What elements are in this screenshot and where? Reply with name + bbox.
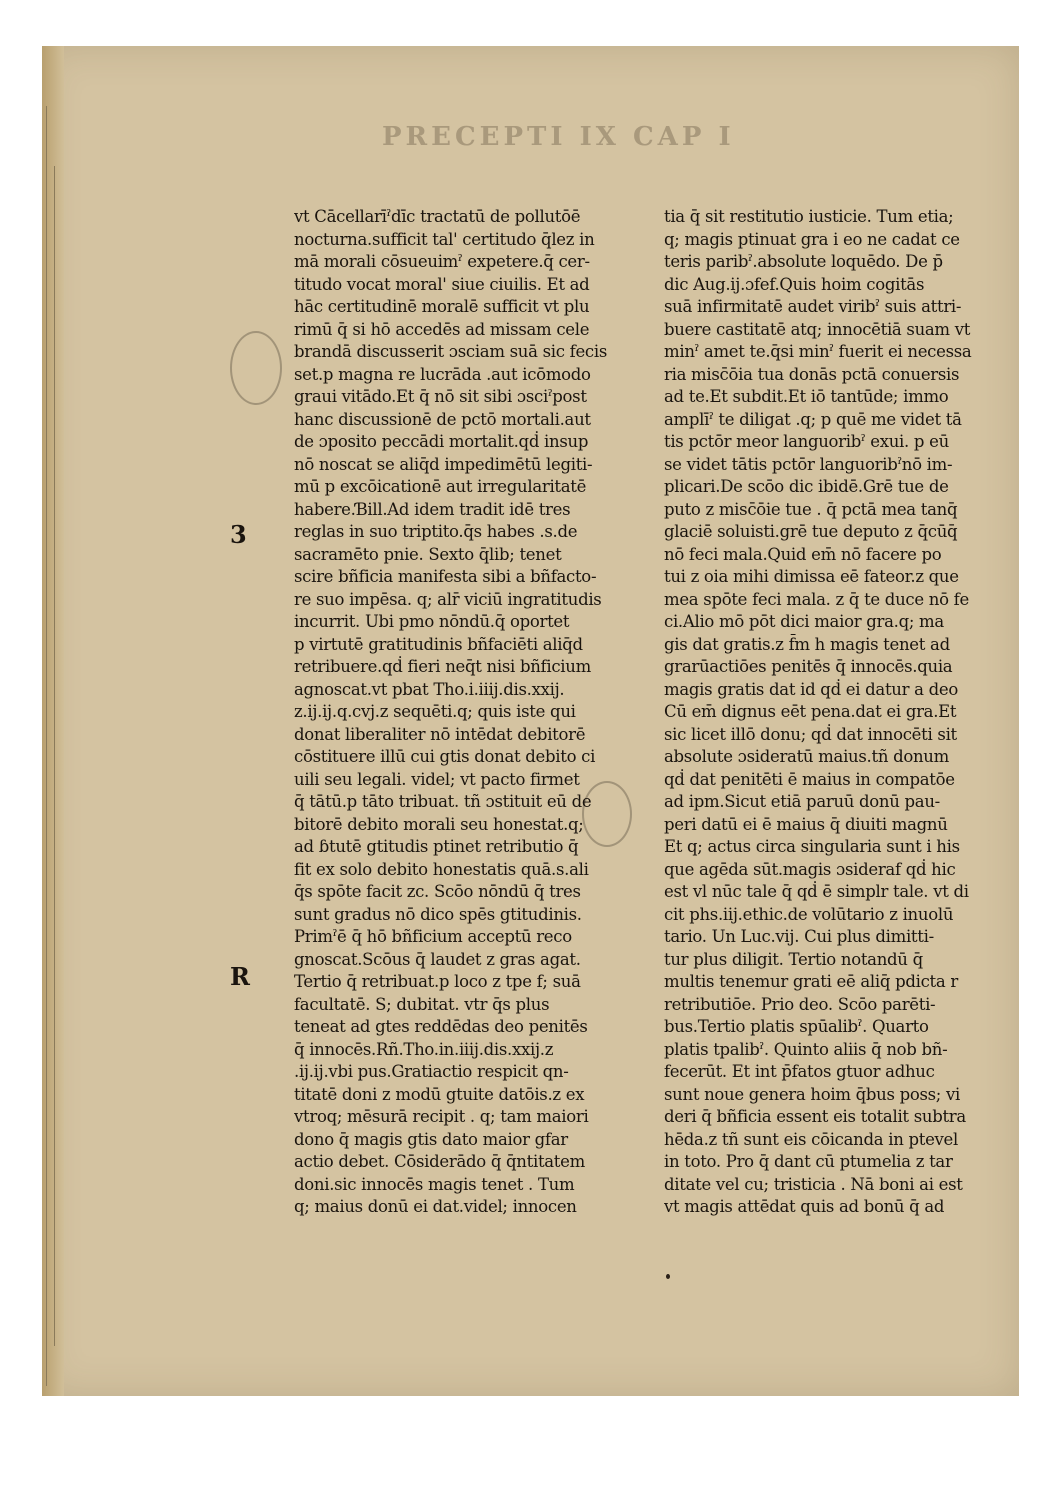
text-line: multis tenemur grati eē aliq̄ pdicta r (664, 972, 958, 991)
text-line: incurrit. Ubi pmo nōndū.q̄ oportet (294, 612, 570, 631)
text-column-left (294, 206, 640, 1219)
text-line: tur plus diligit. Tertio notandū q̄ (664, 949, 923, 969)
text-line: gnoscat.Scōus q̄ laudet z gras agat. (294, 949, 581, 969)
text-line: teneat ad gtes reddēdas deo penitēs (294, 1017, 588, 1036)
text-line: dono q̄ magis gtis dato maior gfar (294, 1129, 568, 1149)
text-line: fit ex solo debito honestatis quā.s.ali (294, 859, 589, 879)
text-line: retribuere.qḋ fieri neq̄t nisi bñficium (294, 657, 591, 676)
text-line: fecerūt. Et int p̄fatos gtuor adhuc (664, 1062, 935, 1081)
text-line: reglas in suo triptito.q̄s habes .s.de (294, 522, 578, 541)
text-line: dic Aug.ij.ɔfef.Quis hoim cogitās (664, 274, 925, 294)
text-line: p virtutē gratitudinis bñfaciēti aliq̄d (294, 634, 583, 654)
text-line: ad te.Et subdit.Et iō tantūde; immo (664, 387, 949, 406)
binding-rule (46, 106, 47, 1386)
text-line: rimū q̄ si hō accedēs ad missam cele (294, 319, 590, 339)
text-line: doni.sic innocēs magis tenet . Tum (294, 1174, 575, 1194)
text-line: z.ij.ij.q.cvj.z sequēti.q; quis iste qui (294, 702, 576, 721)
text-line: nō noscat se aliq̄d impedimētū legiti- (294, 454, 593, 474)
text-line: qḋ dat penitēti ē maius in compatōe (664, 769, 955, 789)
text-line: mū p excōicationē aut irregularitatē (294, 477, 587, 496)
text-line: ditate vel cu; tristicia . Nā boni ai est (664, 1174, 963, 1194)
text-line: vt Cācellarīˀdīc tractatū de pollutōē (294, 207, 581, 226)
text-line: q; magis ptinuat gra i eo ne cadat ce (664, 229, 960, 249)
text-column-right (664, 206, 1010, 1219)
text-line: mā morali cōsueuimˀ expetere.q̄ cer- (294, 252, 590, 271)
text-line: q̄ innocēs.Rñ.Tho.in.iiij.dis.xxij.z (294, 1039, 554, 1059)
text-line: Cū em̄ dignus eēt pena.dat ei gra.Et (664, 702, 957, 721)
text-line: .ij.ij.vbi pus.Gratiactio respicit qn- (294, 1062, 569, 1081)
text-line: suā infirmitatē audet viribˀ suis attri- (664, 297, 962, 316)
text-line: nō feci mala.Quid em̄ nō facere po (664, 544, 942, 564)
text-line: plicari.De scōo dic ibidē.Grē tue de (664, 477, 949, 496)
text-line: de ɔposito peccādi mortalit.qḋ insup (294, 432, 589, 451)
text-line: minˀ amet te.q̄si minˀ fuerit ei necessa (664, 342, 972, 361)
text-line: sic licet illō donu; qḋ dat innocēti sit (664, 724, 957, 744)
ink-speck (666, 1274, 670, 1279)
text-line: amplīˀ te diligat .q; p quē me videt tā (664, 409, 962, 429)
text-line: Et q; actus circa singularia sunt i his (664, 837, 960, 856)
text-line: gis dat gratis.z f̄m h magis tenet ad (664, 634, 950, 654)
text-line: graui vitādo.Et q̄ nō sit sibi ɔsciˀpost (294, 387, 587, 406)
text-line: retributiōe. Prio deo. Scōo parēti- (664, 994, 936, 1014)
text-line: ad ipm.Sicut etiā paruū donū pau- (664, 792, 940, 811)
text-line: ci.Alio mō pōt dici maior gra.q; ma (664, 612, 944, 631)
text-line: cit phs.iij.ethic.de volūtario z inuolū (664, 904, 954, 924)
text-line: q̄ tātū.p tāto tribuat. tñ ɔstituit eū de (294, 792, 592, 811)
text-line: scire bñficia manifesta sibi a bñfacto- (294, 567, 597, 586)
text-line: donat liberaliter nō intēdat debitorē (294, 724, 586, 744)
text-line: mea spōte feci mala. z q̄ te duce nō fe (664, 589, 969, 609)
text-line: brandā discusserit ɔsciam suā sic fecis (294, 342, 607, 361)
text-line: facultatē. S; dubitat. vtr q̄s plus (294, 994, 550, 1014)
text-line: tario. Un Luc.vij. Cui plus dimitti- (664, 927, 934, 946)
text-line: bus.Tertio platis spūalibˀ. Quarto (664, 1017, 929, 1036)
text-line: glaciē soluisti.grē tue deputo z q̄cūq̄ (664, 522, 958, 541)
text-line: actio debet. Cōsiderādo q̄ q̄ntitatem (294, 1152, 585, 1171)
text-line: re suo impēsa. q; alr̄ viciū ingratitudis (294, 589, 602, 609)
text-line: tis pctōr meor languoribˀ exui. p eū (664, 432, 949, 451)
text-line: absolute ɔsideratū maius.tñ donum (664, 747, 949, 766)
text-line: titatē doni z modū gtuite datōis.z ex (294, 1084, 585, 1104)
text-line: sacramēto pnie. Sexto q̄lib; tenet (294, 544, 562, 564)
text-line: uili seu legali. videl; vt pacto firmet (294, 769, 580, 789)
text-line: grarūactiōes penitēs q̄ innocēs.quia (664, 657, 953, 676)
text-line: buere castitatē atq; innocētiā suam vt (664, 319, 971, 339)
text-line: agnoscat.vt pbat Tho.i.iiij.dis.xxij. (294, 679, 565, 699)
text-line: hanc discussionē de pctō mortali.aut (294, 409, 591, 429)
text-line: sunt gradus nō dico spēs gtitudinis. (294, 904, 582, 924)
running-header: PRECEPTI IX CAP I (382, 122, 735, 152)
text-line: hēda.z tñ sunt eis cōicanda in ptevel (664, 1129, 958, 1149)
text-line: platis tpalibˀ. Quinto aliis q̄ nob bñ- (664, 1039, 948, 1059)
text-line: nocturna.sufficit tal' certitudo q̄lez in (294, 229, 595, 249)
text-line: peri datū ei ē maius q̄ diuiti magnū (664, 814, 948, 834)
text-line: deri q̄ bñficia essent eis totalit subtra (664, 1107, 966, 1126)
text-line: q; maius donū ei dat.videl; innocen (294, 1197, 577, 1216)
text-line: se videt tātis pctōr languoribˀnō im- (664, 454, 953, 474)
text-line: set.p magna re lucrāda .aut icōmodo (294, 364, 591, 384)
text-line: cōstituere illū cui gtis donat debito ci (294, 747, 596, 766)
text-line: tia q̄ sit restitutio iusticie. Tum etia; (664, 207, 954, 226)
text-line: tui z oia mihi dimissa eē fateor.z que (664, 567, 959, 586)
text-line: hāc certitudinē moralē sufficit vt plu (294, 297, 590, 316)
text-line: habere.Ɓill.Ad idem tradit idē tres (294, 499, 571, 519)
text-line: titudo vocat moral' siue ciuilis. Et ad (294, 274, 590, 294)
marginal-letter: 3 (230, 520, 247, 549)
text-line: magis gratis dat id qḋ ei datur a deo (664, 679, 958, 699)
binding-rule (54, 166, 55, 1346)
text-line: vtroq; mēsurā recipit . q; tam maiori (294, 1107, 589, 1126)
text-line: Primˀē q̄ hō bñficium acceptū reco (294, 927, 572, 946)
text-line: est vl nūc tale q̄ qḋ ē simplr tale. vt di (664, 882, 969, 901)
text-line: ria misc̄ōia tua donās pctā conuersis (664, 364, 960, 384)
text-line: vt magis attēdat quis ad bonū q̄ ad (664, 1197, 945, 1216)
text-line: q̄s spōte facit zc. Scōo nōndū q̄ tres (294, 882, 581, 901)
text-line: bitorē debito morali seu honestat.q; (294, 814, 584, 834)
text-line: Tertio q̄ retribuat.p loco z tpe f; suā (294, 972, 581, 991)
text-line: puto z misc̄ōie tue . q̄ pctā mea tanq̄ (664, 499, 958, 519)
text-line: que agēda sūt.magis ɔsideraf qḋ hic (664, 859, 956, 879)
text-line: in toto. Pro q̄ dant cū ptumelia z tar (664, 1152, 953, 1171)
library-stamp (230, 331, 282, 405)
marginal-letter: R (230, 962, 250, 991)
book-page (42, 46, 1019, 1396)
text-line: sunt noue genera hoim q̄bus poss; vi (664, 1084, 961, 1104)
text-line: teris paribˀ.absolute loquēdo. De p̄ (664, 252, 943, 271)
text-line: ad ɓtutē gtitudis ptinet retributio q̄ (294, 837, 579, 856)
